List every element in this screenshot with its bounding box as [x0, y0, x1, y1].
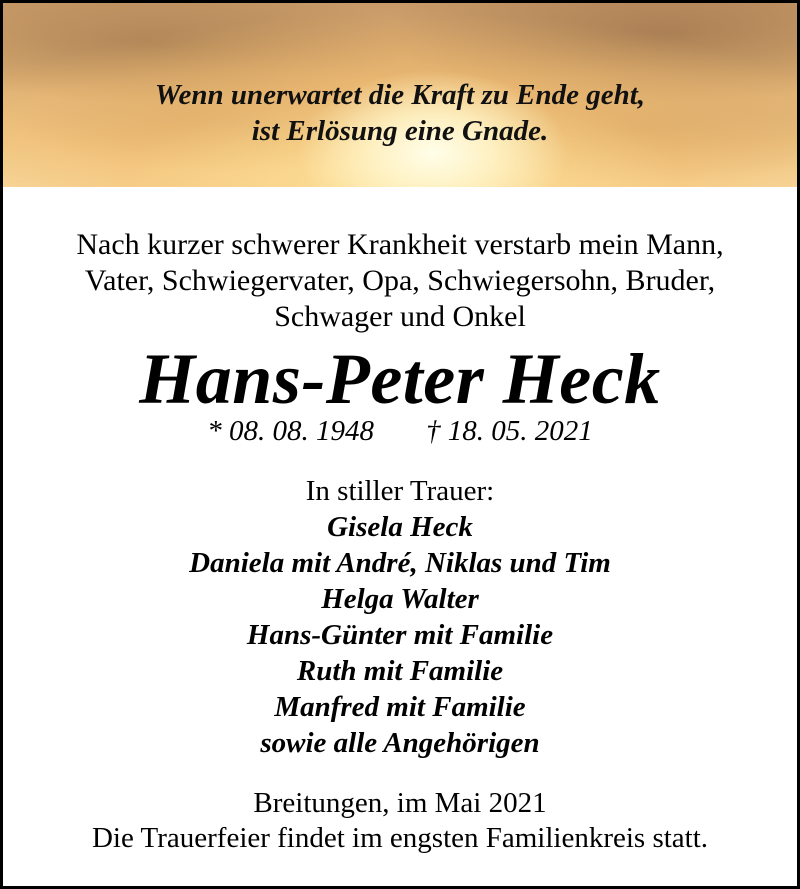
- place-and-date: Breitungen, im Mai 2021: [253, 787, 547, 819]
- mourner-name: Ruth mit Familie: [296, 655, 504, 687]
- intro-line: Vater, Schwiegervater, Opa, Schwiegersohn, Bruder,: [84, 264, 716, 297]
- motto-line: Wenn unerwartet die Kraft zu Ende geht,: [154, 79, 646, 111]
- death-date: † 18. 05. 2021: [426, 415, 593, 447]
- mourner-name: Gisela Heck: [327, 511, 473, 543]
- sunset-header-image: [3, 3, 797, 187]
- intro-text: [3, 227, 797, 335]
- funeral-note: Die Trauerfeier findet im engsten Familienkreis statt.: [91, 822, 709, 854]
- intro-line: Nach kurzer schwerer Krankheit verstarb mein Mann,: [76, 228, 724, 261]
- mourner-name: sowie alle Angehörigen: [260, 727, 540, 759]
- mourner-name: Helga Walter: [321, 583, 479, 615]
- motto: [3, 77, 797, 149]
- life-dates: [3, 413, 797, 449]
- birth-date: * 08. 08. 1948: [207, 415, 374, 447]
- motto-line: ist Erlösung eine Gnade.: [251, 115, 549, 147]
- mourning-label: In stiller Trauer:: [305, 475, 495, 507]
- mourners-list: [3, 509, 797, 761]
- deceased-name: Hans-Peter Heck: [139, 339, 661, 419]
- mourner-name: Manfred mit Familie: [274, 691, 526, 723]
- mourner-name: Hans-Günter mit Familie: [246, 619, 554, 651]
- mourner-name: Daniela mit André, Niklas und Tim: [189, 547, 611, 579]
- intro-line: Schwager und Onkel: [274, 300, 526, 333]
